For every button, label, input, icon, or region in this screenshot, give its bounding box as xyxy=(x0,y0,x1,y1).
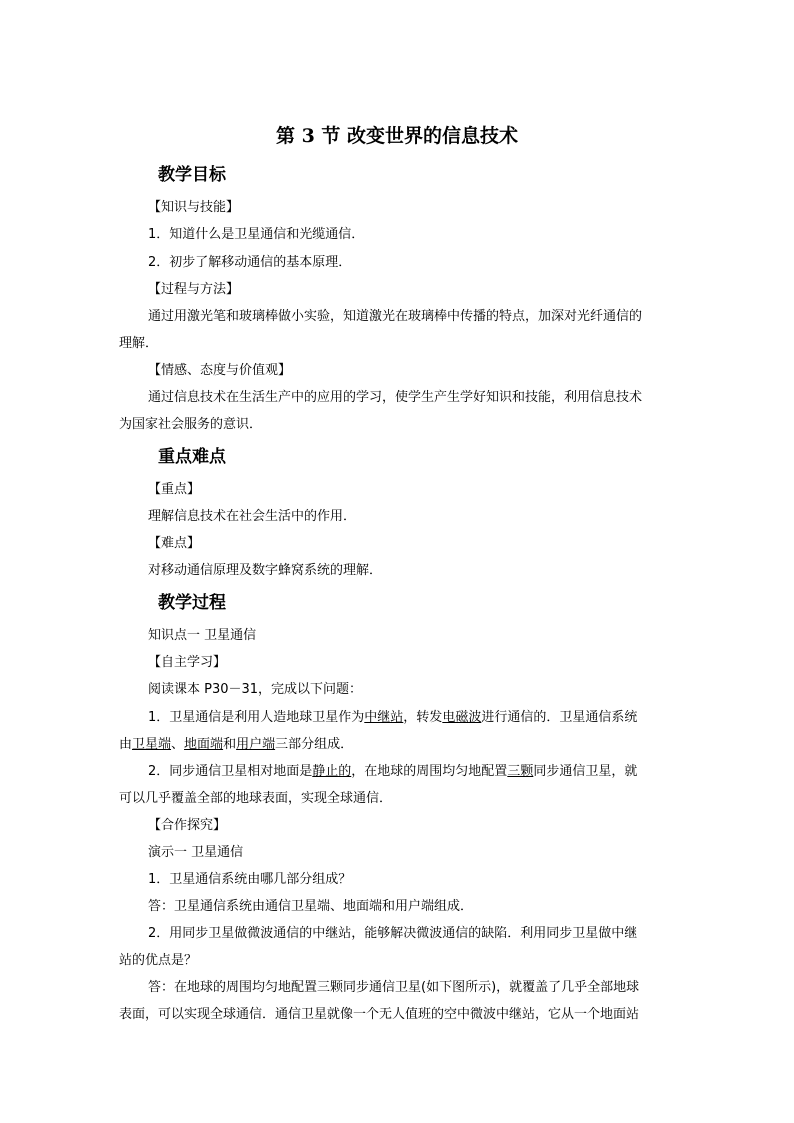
text-run: 三部分组成． xyxy=(275,737,354,752)
text-run: 和 xyxy=(223,737,237,752)
key-point-text: 理解信息技术在社会生活中的作用． xyxy=(148,509,357,524)
demo-question-1: 1．卫星通信系统由哪几部分组成？ xyxy=(148,872,352,887)
text-run: 2．同步通信卫星相对地面是 xyxy=(148,764,313,779)
demo-answer-2-line-1: 答：在地球的周围均匀地配置三颗同步通信卫星(如下图所示)，就覆盖了几乎全部地球 xyxy=(148,980,640,995)
answer-blank: 三颗 xyxy=(507,764,534,779)
text-run: 进行通信的．卫星通信系统 xyxy=(481,710,638,725)
answer-blank: 静止的 xyxy=(312,764,352,779)
text-run: 1．卫星通信是利用人造地球卫星作为 xyxy=(148,710,365,725)
label-self-study: 【自主学习】 xyxy=(148,655,227,670)
demo-question-2-line-1: 2．用同步卫星做微波通信的中继站，能够解决微波通信的缺陷．利用同步卫星做中继 xyxy=(148,926,638,941)
demo-title: 演示一 卫星通信 xyxy=(148,845,244,860)
difficulty-text: 对移动通信原理及数字蜂窝系统的理解． xyxy=(148,563,383,578)
text-run: ，在地球的周围均匀地配置 xyxy=(351,764,508,779)
emotion-text-line-2: 为国家社会服务的意识． xyxy=(119,417,263,432)
objective-item-1: 1．知道什么是卫星通信和光缆通信． xyxy=(148,227,365,242)
text-run: 由 xyxy=(119,737,133,752)
label-knowledge-skills: 【知识与技能】 xyxy=(148,200,240,215)
text-run: 同步通信卫星，就 xyxy=(533,764,638,779)
process-text-line-2: 理解． xyxy=(119,336,159,351)
question-1-line-1 xyxy=(148,709,637,727)
label-difficulty: 【难点】 xyxy=(148,536,201,551)
text-run: 、 xyxy=(171,737,185,752)
label-cooperative-inquiry: 【合作探究】 xyxy=(148,818,227,833)
section-heading-process: 教学过程 xyxy=(158,593,226,613)
demo-answer-2-line-2: 表面，可以实现全球通信．通信卫星就像一个无人值班的空中微波中继站，它从一个地面站 xyxy=(119,1007,640,1022)
answer-blank: 中继站 xyxy=(364,710,404,725)
demo-answer-1: 答：卫星通信系统由通信卫星端、地面端和用户端组成． xyxy=(148,899,474,914)
section-heading-key-points: 重点难点 xyxy=(158,447,226,467)
answer-blank: 电磁波 xyxy=(442,710,482,725)
label-key-point: 【重点】 xyxy=(148,482,201,497)
label-process-method: 【过程与方法】 xyxy=(148,282,240,297)
section-heading-objectives: 教学目标 xyxy=(158,165,226,185)
demo-question-2-line-2: 站的优点是？ xyxy=(119,953,198,968)
page-title: 第 3 节 改变世界的信息技术 xyxy=(275,125,519,147)
answer-blank: 用户端 xyxy=(236,737,276,752)
answer-blank: 地面端 xyxy=(184,737,224,752)
question-1-line-2 xyxy=(119,736,353,754)
question-2-line-2: 可以几乎覆盖全部的地球表面，实现全球通信． xyxy=(119,791,393,806)
text-run: ，转发 xyxy=(403,710,443,725)
label-emotion-values: 【情感、态度与价值观】 xyxy=(148,363,292,378)
process-text-line-1: 通过用激光笔和玻璃棒做小实验，知道激光在玻璃棒中传播的特点，加深对光纤通信的 xyxy=(148,309,643,324)
reading-instruction: 阅读课本 P30－31，完成以下问题： xyxy=(148,682,363,697)
answer-blank: 卫星端 xyxy=(132,737,172,752)
question-2-line-1 xyxy=(148,763,637,781)
knowledge-point-title: 知识点一 卫星通信 xyxy=(148,628,257,643)
objective-item-2: 2．初步了解移动通信的基本原理． xyxy=(148,255,352,270)
emotion-text-line-1: 通过信息技术在生活生产中的应用的学习，使学生产生学好知识和技能，利用信息技术 xyxy=(148,390,643,405)
